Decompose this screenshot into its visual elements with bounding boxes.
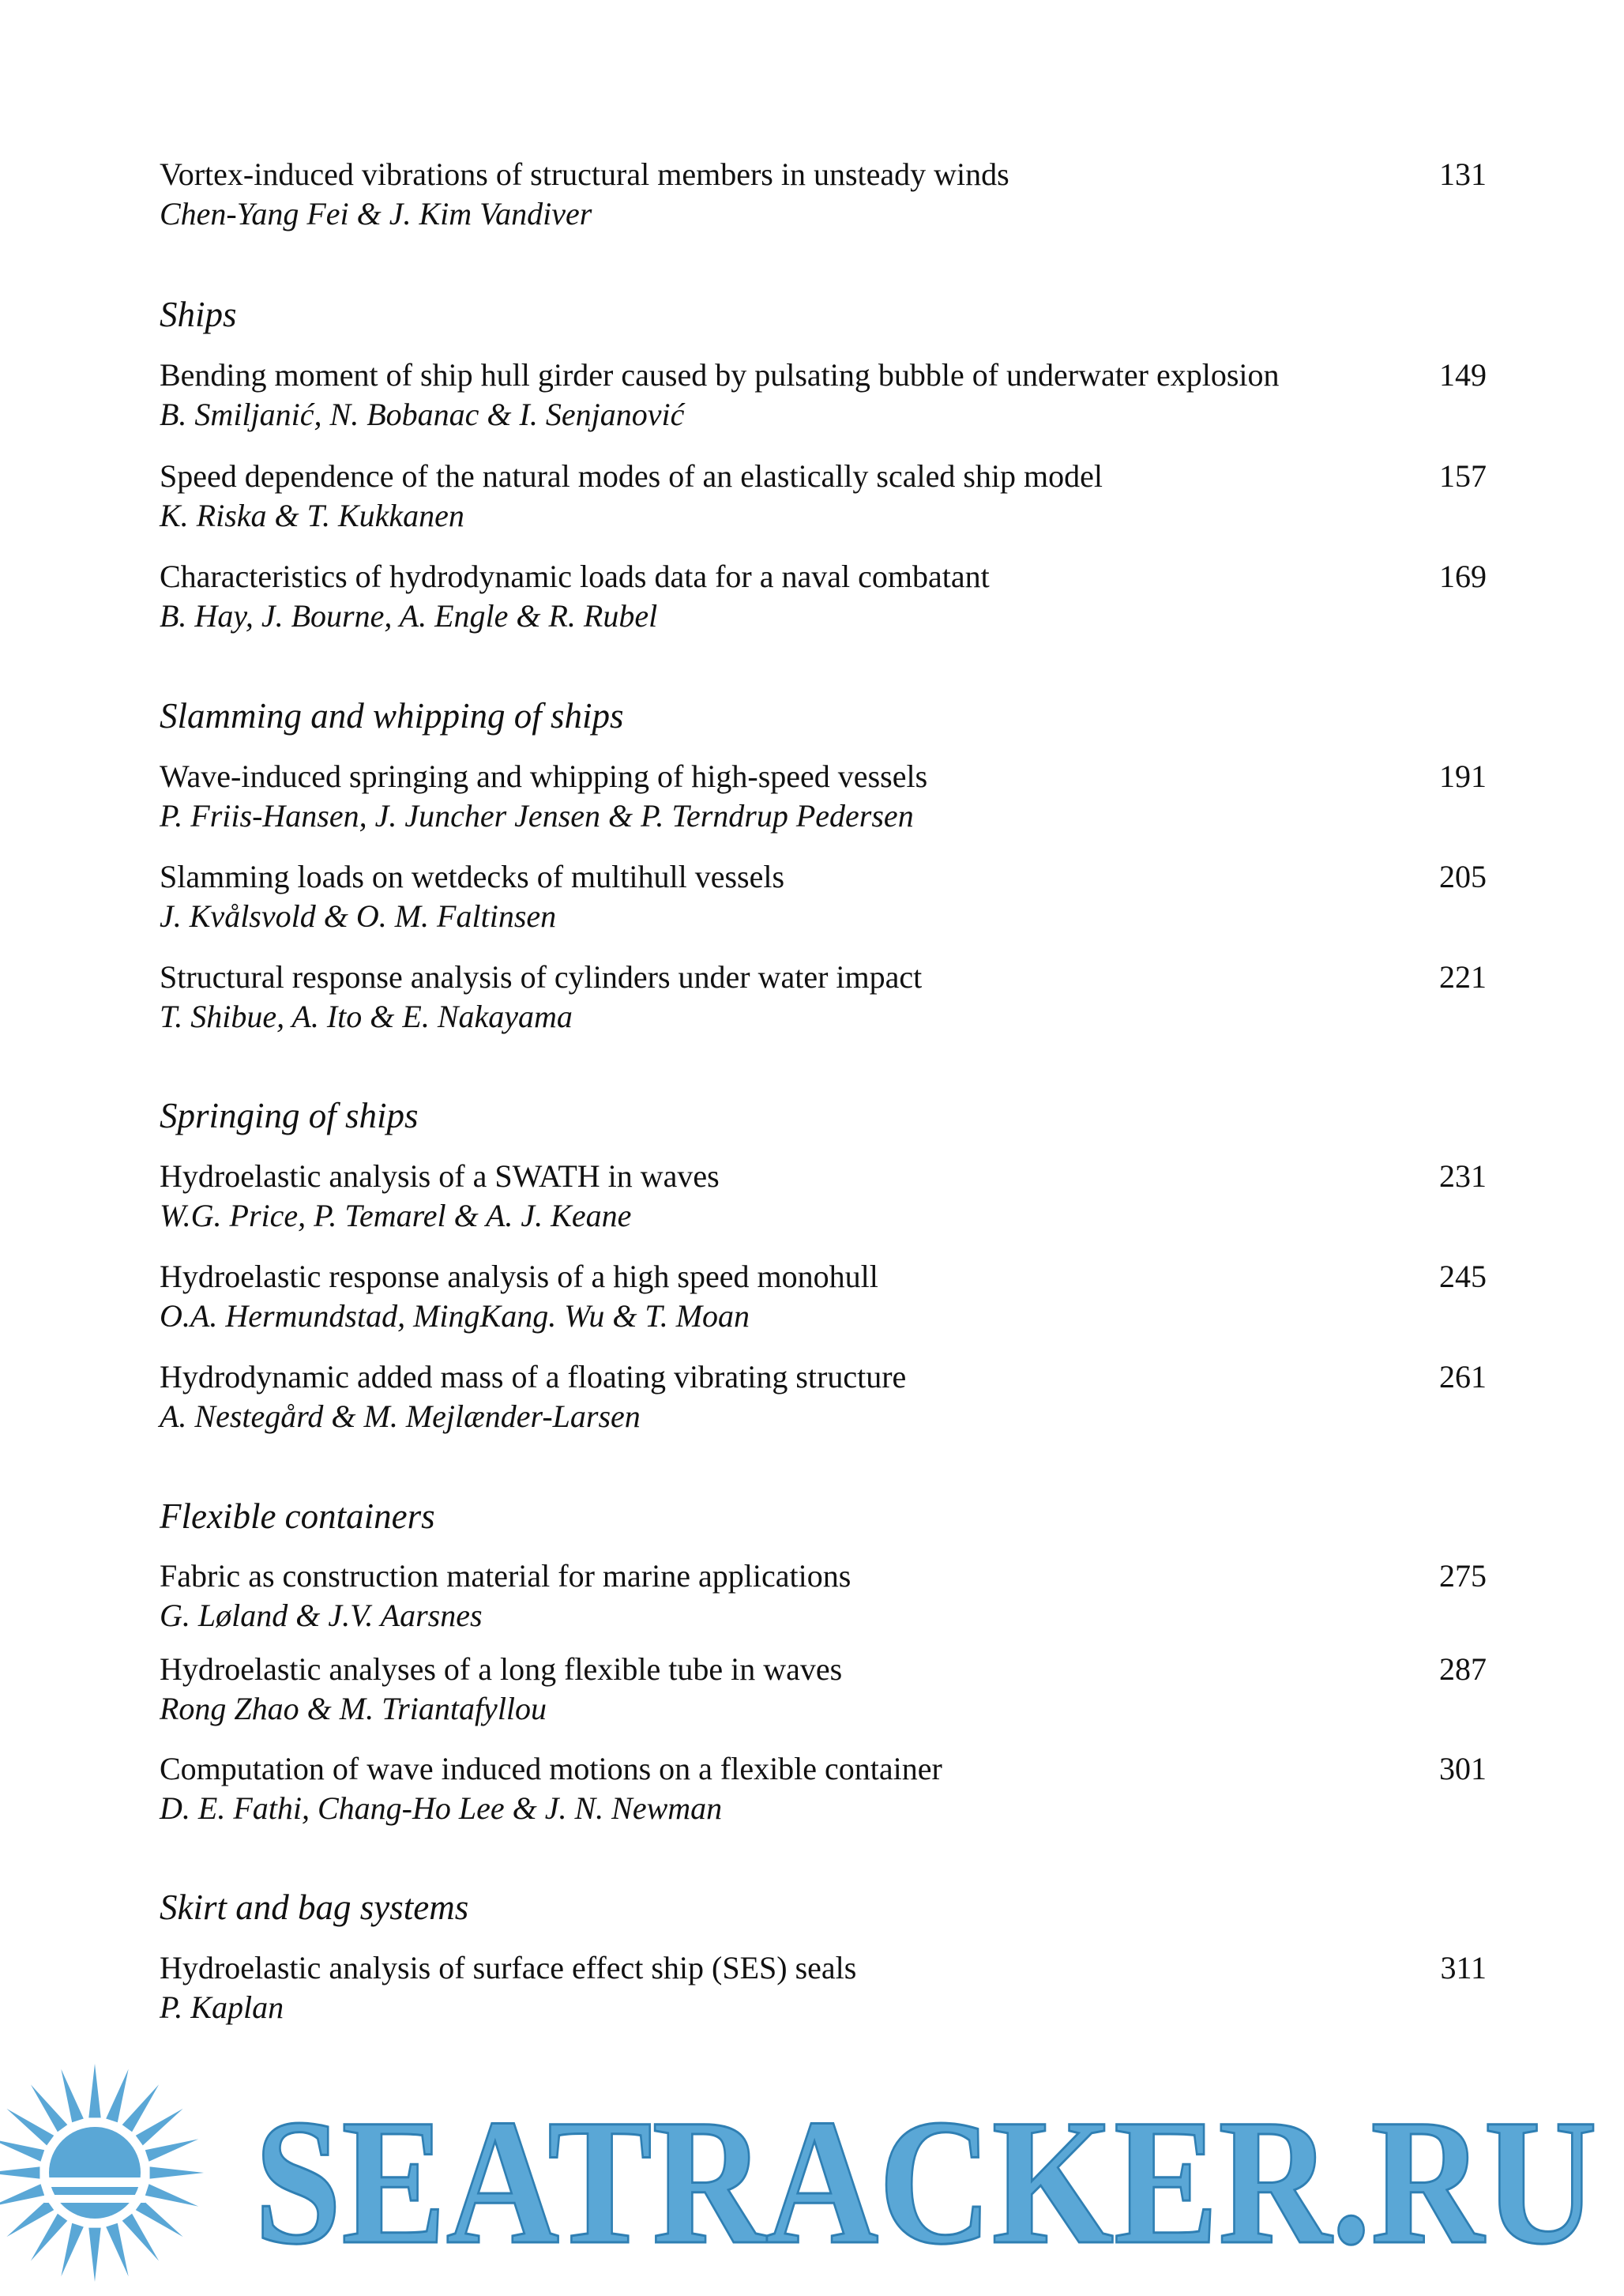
section-heading: Flexible containers [160, 1496, 435, 1536]
sun-ray [145, 2184, 198, 2206]
entry-title: Hydroelastic analysis of a SWATH in waves [160, 1158, 720, 1194]
toc-entry[interactable] [160, 155, 1487, 234]
entry-authors: Rong Zhao & M. Triantafyllou [160, 1691, 547, 1726]
entry-title: Vortex-induced vibrations of structural members in unsteady winds [160, 156, 1009, 192]
toc-entry[interactable] [160, 1357, 1487, 1436]
page-number: VI [812, 2119, 833, 2144]
toc-entry[interactable] [160, 1157, 1487, 1236]
toc-entry[interactable] [160, 757, 1487, 836]
entry-title: Hydroelastic analyses of a long flexible tube in waves [160, 1651, 843, 1687]
sun-ray [122, 2214, 159, 2261]
entry-title: Slamming loads on wetdecks of multihull vessels [160, 859, 785, 894]
toc-entry[interactable] [160, 1556, 1487, 1635]
entry-title: Computation of wave induced motions on a flexible container [160, 1751, 942, 1786]
entry-page-number: 221 [1439, 959, 1487, 995]
entry-page-number: 301 [1439, 1751, 1487, 1786]
entry-title: Hydroelastic analysis of surface effect ship (SES) seals [160, 1950, 857, 1985]
entry-page-number: 149 [1439, 357, 1487, 393]
entry-page-number: 131 [1439, 156, 1487, 192]
entry-title: Fabric as construction material for marine applications [160, 1558, 851, 1594]
entry-page-number: 245 [1439, 1259, 1487, 1294]
toc-entry[interactable] [160, 958, 1487, 1037]
entry-page-number: 157 [1439, 458, 1487, 494]
entry-page-number: 191 [1439, 758, 1487, 794]
sun-ray [88, 2064, 100, 2117]
entry-title: Hydrodynamic added mass of a floating vibrating structure [160, 1359, 907, 1395]
entry-authors: P. Kaplan [160, 1989, 284, 2025]
entry-page-number: 231 [1439, 1158, 1487, 1194]
sun-ray [106, 2069, 128, 2122]
sun-ray [0, 2184, 44, 2206]
sun-ray [61, 2223, 83, 2276]
entry-authors: D. E. Fathi, Chang-Ho Lee & J. N. Newman [160, 1790, 723, 1826]
entry-authors: J. Kvålsvold & O. M. Faltinsen [160, 898, 557, 934]
sun-ray [31, 2214, 67, 2261]
section-heading: Slamming and whipping of ships [160, 696, 624, 736]
entry-authors: T. Shibue, A. Ito & E. Nakayama [160, 999, 573, 1034]
sun-ray [145, 2139, 198, 2161]
sun-ray [106, 2223, 128, 2276]
entry-authors: O.A. Hermundstad, MingKang. Wu & T. Moan [160, 1298, 750, 1334]
section-heading: Skirt and bag systems [160, 1888, 469, 1927]
entry-page-number: 287 [1439, 1651, 1487, 1687]
toc-entry[interactable] [160, 857, 1487, 936]
sun-ray [31, 2084, 67, 2132]
entry-authors: B. Smiljanić, N. Bobanac & I. Senjanović [160, 397, 685, 432]
sun-ray [122, 2084, 159, 2132]
toc-entry[interactable] [160, 1948, 1487, 2027]
entry-page-number: 205 [1439, 859, 1487, 894]
sun-ray [150, 2166, 204, 2178]
toc-entry[interactable] [160, 356, 1487, 435]
toc-entry[interactable] [160, 557, 1487, 636]
section-heading: Springing of ships [160, 1096, 419, 1135]
entry-authors: G. Løland & J.V. Aarsnes [160, 1598, 483, 1633]
toc-entry[interactable] [160, 1257, 1487, 1336]
sun-ray [136, 2200, 183, 2237]
entry-title: Wave-induced springing and whipping of high-speed vessels [160, 758, 928, 794]
sun-ray [136, 2109, 183, 2145]
entry-authors: A. Nestegård & M. Mejlænder-Larsen [160, 1398, 641, 1434]
entry-authors: K. Riska & T. Kukkanen [160, 498, 464, 533]
sun-ray [0, 2166, 39, 2178]
entry-title: Characteristics of hydrodynamic loads data for a naval combatant [160, 559, 990, 594]
toc-entry[interactable] [160, 1749, 1487, 1828]
entry-authors: W.G. Price, P. Temarel & A. J. Keane [160, 1198, 632, 1233]
sunburst-logo-icon [0, 2064, 204, 2282]
entry-page-number: 261 [1439, 1359, 1487, 1395]
entry-authors: B. Hay, J. Bourne, A. Engle & R. Rubel [160, 598, 658, 634]
sun-ray [6, 2200, 54, 2237]
entry-title: Structural response analysis of cylinders under water impact [160, 959, 923, 995]
sun-ray [0, 2139, 44, 2161]
toc-entry[interactable] [160, 1650, 1487, 1729]
sun-ray [6, 2109, 54, 2145]
entry-title: Hydroelastic response analysis of a high speed monohull [160, 1259, 878, 1294]
sun-ray [88, 2228, 100, 2282]
sun-ray [61, 2069, 83, 2122]
watermark-text: SEATRACKER.RU [254, 2083, 1597, 2282]
entry-page-number: 169 [1439, 559, 1487, 594]
watermark [0, 2054, 1624, 2296]
entry-title: Speed dependence of the natural modes of an elastically scaled ship model [160, 458, 1103, 494]
entry-page-number: 311 [1440, 1950, 1487, 1985]
section-heading: Ships [160, 295, 237, 334]
toc-entry[interactable] [160, 457, 1487, 536]
entry-title: Bending moment of ship hull girder caused by pulsating bubble of underwater explosion [160, 357, 1280, 393]
entry-page-number: 275 [1439, 1558, 1487, 1594]
entry-authors: Chen-Yang Fei & J. Kim Vandiver [160, 196, 592, 231]
entry-authors: P. Friis-Hansen, J. Juncher Jensen & P. Terndrup Pedersen [160, 798, 914, 834]
